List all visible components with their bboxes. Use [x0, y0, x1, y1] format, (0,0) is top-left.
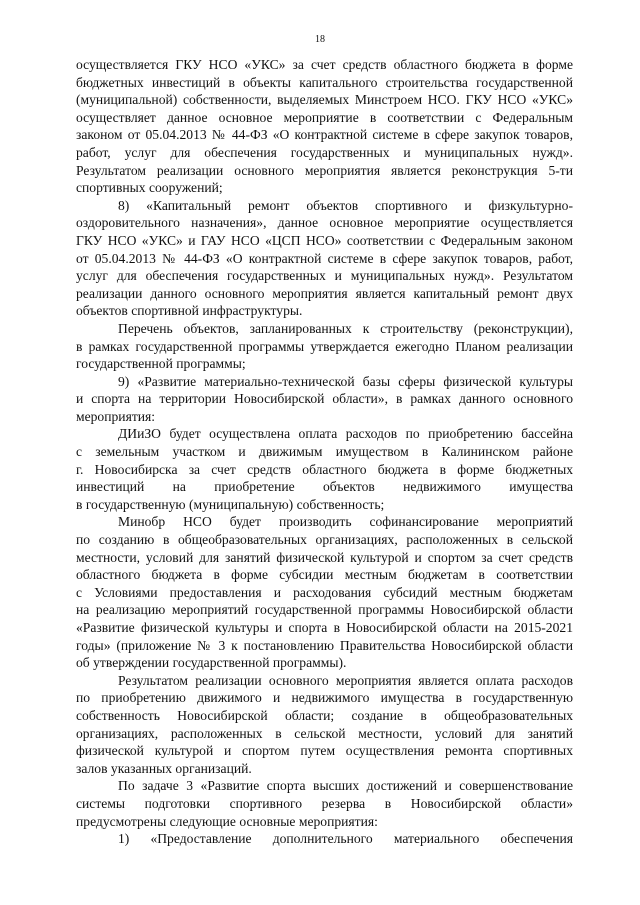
text-line: По задаче 3 «Развитие спорта высших достижений и совершенствование [118, 778, 573, 794]
text-line: физической культурой и спортом путем осуществления ремонта спортивных [76, 743, 573, 759]
text-line: работ, услуг для обеспечения государственных и муниципальных нужд». [76, 144, 573, 160]
text-line: местности, условий для занятий физической культурой и спортом за счет средств [76, 549, 573, 565]
text-line: об утверждении государственной программы). [76, 655, 347, 671]
text-line: 1) «Предоставление дополнительного материального обеспечения [118, 831, 573, 847]
text-line: системы подготовки спортивного резерва в Новосибирской области» [76, 795, 573, 811]
text-line: 9) «Развитие материально-технической базы сферы физической культуры [118, 373, 573, 389]
text-line: «Развитие физической культуры и спорта в Новосибирской области на 2015-2021 [76, 620, 573, 635]
text-line: осуществляет данное основное мероприятие в соответствии с Федеральным [76, 109, 573, 125]
text-line: инвестиций на приобретение объектов недвижимого имущества [76, 479, 573, 495]
text-line: спортивных сооружений; [76, 180, 223, 196]
text-line: 8) «Капитальный ремонт объектов спортивного и физкультурно- [118, 197, 573, 213]
text-line: Результатом реализации основного мероприятия является реконструкция 5-ти [76, 162, 573, 178]
text-line: в государственную (муниципальную) собственность; [76, 496, 385, 512]
text-line: объектов спортивной инфраструктуры. [76, 303, 303, 319]
text-line: Минобр НСО будет производить софинансирование мероприятий [118, 514, 573, 530]
text-line: областного бюджета в форме субсидии местным бюджетам в соответствии [76, 567, 573, 583]
text-line: ДИиЗО будет осуществлена оплата расходов по приобретению бассейна [118, 426, 573, 442]
text-line: от 05.04.2013 № 44-ФЗ «О контрактной системе в сфере закупок товаров, работ, [76, 250, 573, 266]
text-line: услуг для обеспечения государственных и муниципальных нужд». Результатом [76, 268, 573, 284]
text-line: на реализацию мероприятий государственной программы Новосибирской области [76, 602, 573, 618]
text-line: по созданию в общеобразовательных организациях, расположенных в сельской [76, 532, 573, 548]
text-line: оздоровительного назначения», данное основное мероприятие осуществляется [76, 215, 573, 231]
text-line: ГКУ НСО «УКС» и ГАУ НСО «ЦСП НСО» соответствии с Федеральным законом [76, 232, 573, 248]
text-line: и спорта на территории Новосибирской области», в рамках данного основного [76, 391, 573, 407]
page-number: 18 [315, 34, 325, 45]
text-line: Перечень объектов, запланированных к строительству (реконструкции), [118, 320, 573, 336]
text-line: в рамках государственной программы утверждается ежегодно Планом реализации [76, 338, 573, 354]
text-line: залов указанных организаций. [76, 760, 252, 776]
text-line: г. Новосибирска за счет средств областного бюджета в форме бюджетных [76, 461, 573, 477]
text-line: реализации данного основного мероприятия является капитальный ремонт двух [76, 285, 573, 301]
text-line: организациях, расположенных в сельской местности, условий для занятий [76, 725, 573, 741]
text-line: по приобретению движимого и недвижимого имущества в государственную [76, 690, 573, 706]
text-line: бюджетных инвестиций в объекты капитального строительства государственной [76, 74, 573, 90]
text-line: законом от 05.04.2013 № 44-ФЗ «О контрактной системе в сфере закупок товаров, [76, 127, 573, 143]
text-line: осуществляется ГКУ НСО «УКС» за счет средств областного бюджета в форме [76, 57, 573, 72]
text-line: Результатом реализации основного мероприятия является оплата расходов [118, 672, 573, 688]
text-line: мероприятия: [76, 408, 156, 424]
text-line: (муниципальной) собственности, выделяемых Минстроем НСО. ГКУ НСО «УКС» [76, 92, 573, 108]
document-body [76, 56, 573, 848]
text-line: с Условиями предоставления и расходования субсидий местным бюджетам [76, 584, 573, 600]
text-line: государственной программы; [76, 356, 246, 372]
text-line: с земельным участком и движимым имуществом в Калининском районе [76, 444, 573, 460]
text-line: собственность Новосибирской области; создание в общеобразовательных [76, 707, 573, 723]
text-line: годы» (приложение № 3 к постановлению Правительства Новосибирской области [76, 637, 573, 653]
text-line: предусмотрены следующие основные мероприятия: [76, 813, 378, 829]
